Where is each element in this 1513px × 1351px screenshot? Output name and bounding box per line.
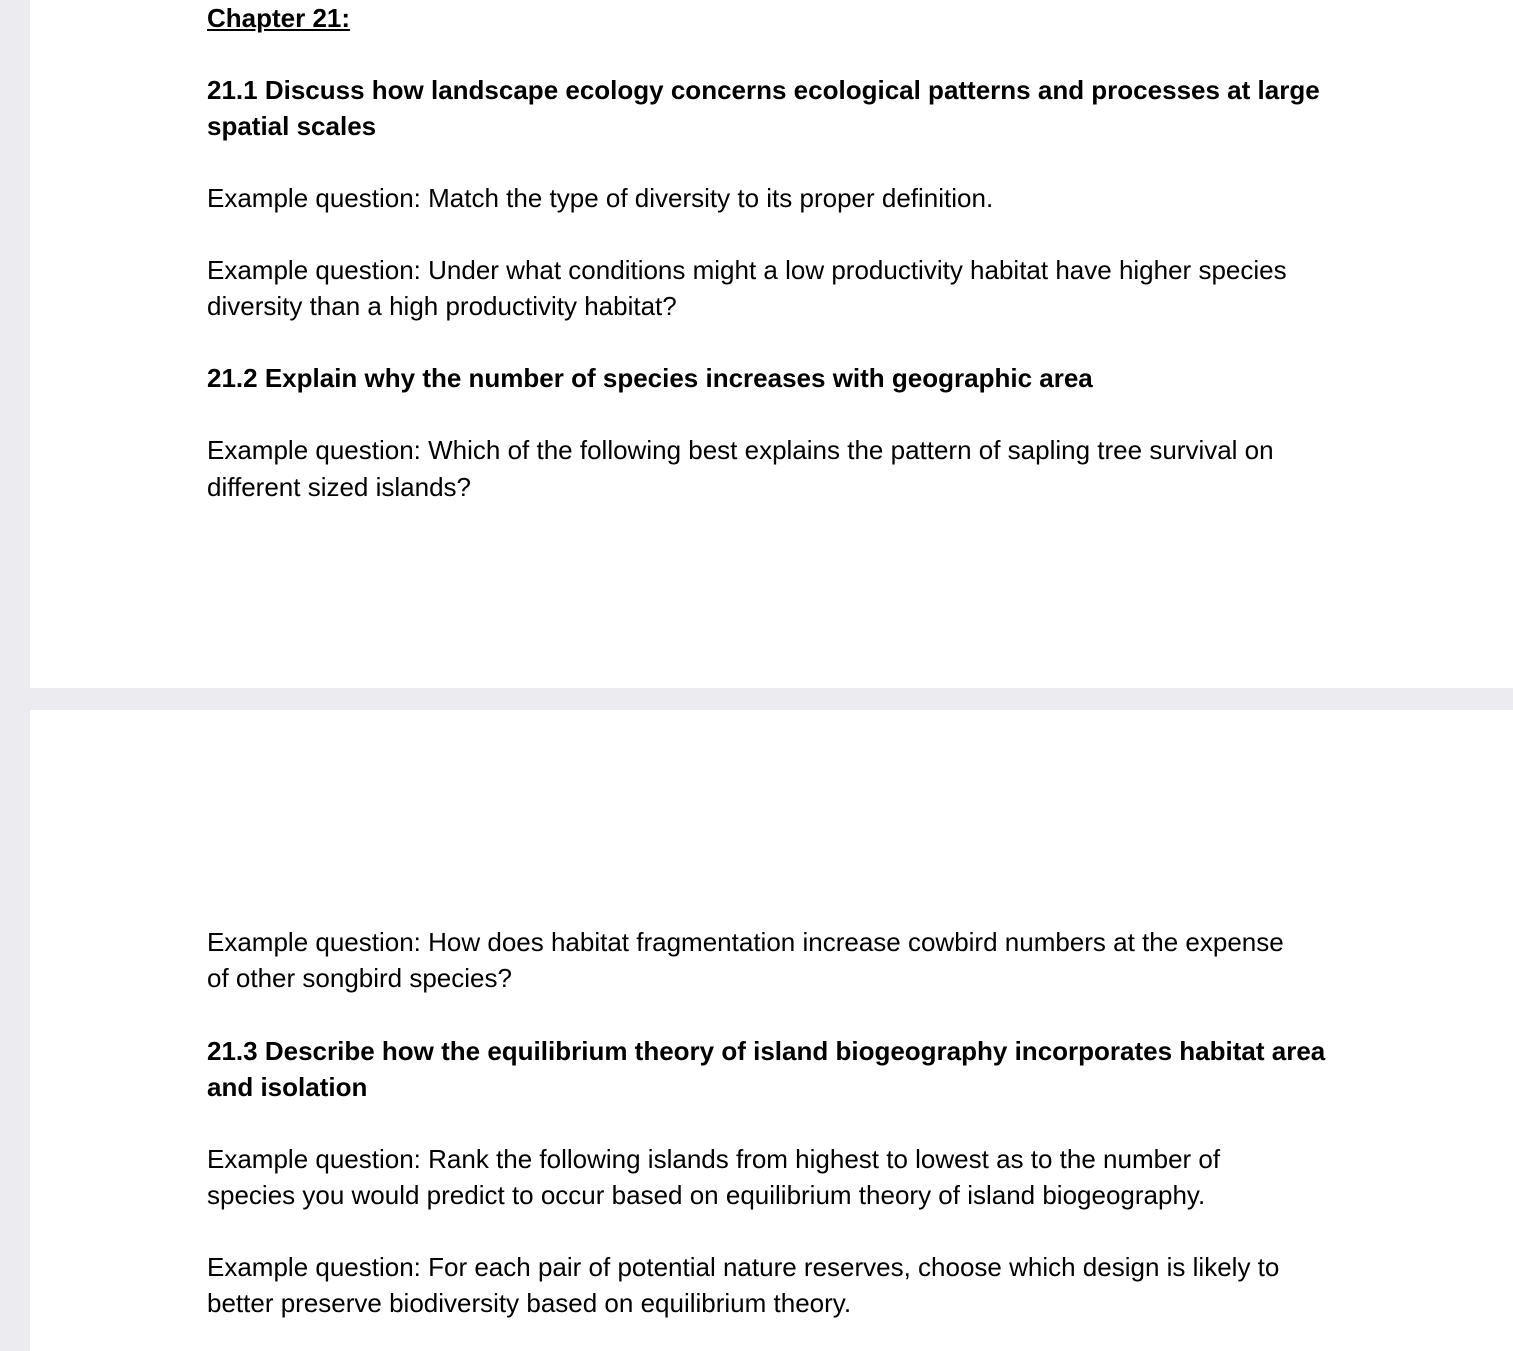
learning-objective-21-3-line-1: 21.3 Describe how the equilibrium theory of island biogeography incorporates habitat area <box>207 1036 1326 1066</box>
example-question-6-line-1: Example question: For each pair of potential nature reserves, choose which design is likely to <box>207 1252 1280 1282</box>
example-question-6-line-2: better preserve biodiversity based on equilibrium theory. <box>207 1288 852 1318</box>
document-page-2 <box>30 710 1513 1351</box>
learning-objective-21-1-line-2: spatial scales <box>207 111 377 141</box>
example-question-3-line-1: Example question: Which of the following best explains the pattern of sapling tree survival on <box>207 435 1274 465</box>
learning-objective-21-3-line-2: and isolation <box>207 1072 368 1102</box>
example-question-5-line-1: Example question: Rank the following islands from highest to lowest as to the number of <box>207 1144 1221 1174</box>
example-question-3-line-2: different sized islands? <box>207 472 472 502</box>
learning-objective-21-1-line-1: 21.1 Discuss how landscape ecology concerns ecological patterns and processes at large <box>207 75 1320 105</box>
chapter-title: Chapter 21: <box>207 3 351 33</box>
example-question-1: Example question: Match the type of diversity to its proper definition. <box>207 183 994 213</box>
example-question-4-line-2: of other songbird species? <box>207 963 512 993</box>
document-page-1 <box>30 0 1513 688</box>
example-question-2-line-2: diversity than a high productivity habitat? <box>207 291 677 321</box>
example-question-2-line-1: Example question: Under what conditions might a low productivity habitat have higher species <box>207 255 1287 285</box>
example-question-5-line-2: species you would predict to occur based on equilibrium theory of island biogeography. <box>207 1180 1206 1210</box>
example-question-4-line-1: Example question: How does habitat fragmentation increase cowbird numbers at the expense <box>207 927 1284 957</box>
learning-objective-21-2: 21.2 Explain why the number of species increases with geographic area <box>207 363 1093 393</box>
